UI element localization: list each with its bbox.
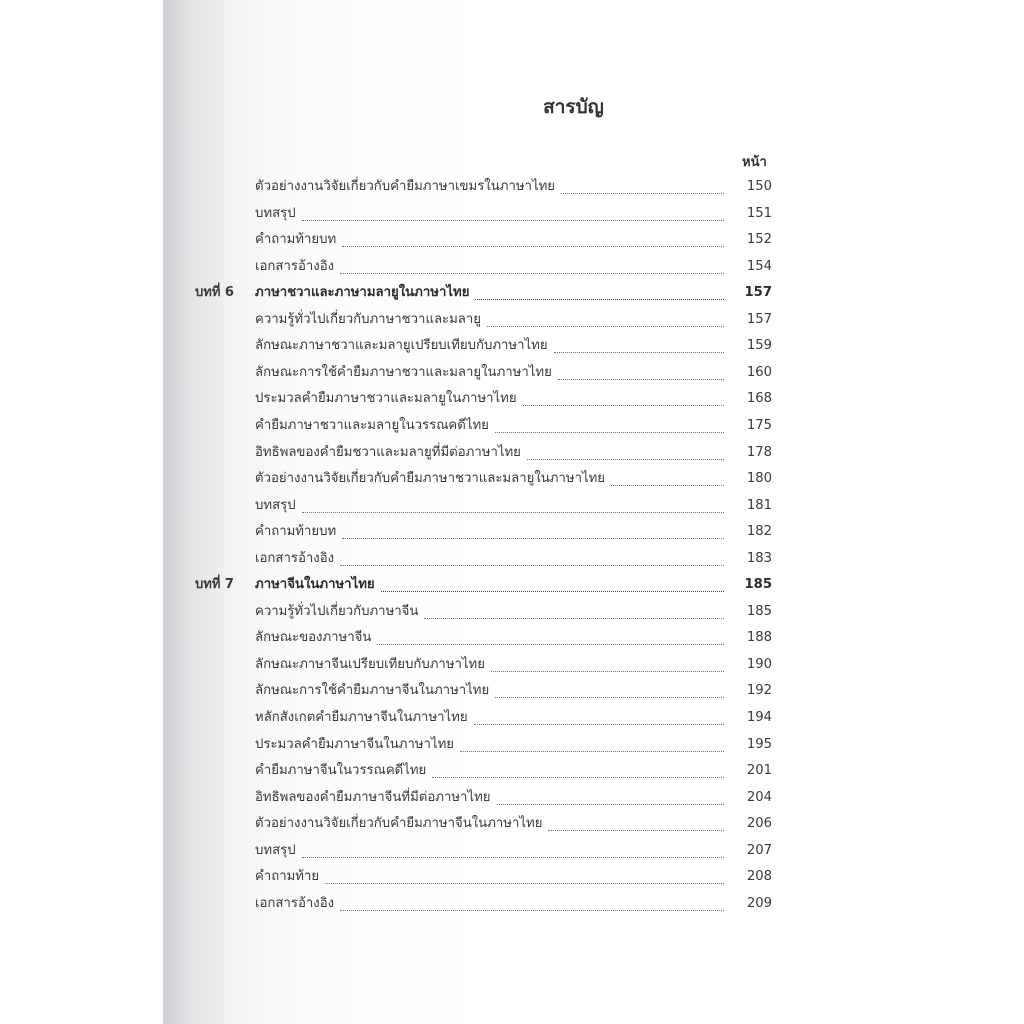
dot-leader <box>474 704 724 725</box>
entry-title: ความรู้ทั่วไปเกี่ยวกับภาษาชวาและมลายู <box>255 312 482 327</box>
page-number: 168 <box>746 391 772 406</box>
toc-entry-row <box>0 416 1024 436</box>
toc-entry-row <box>0 681 1024 701</box>
toc-entry-row <box>0 522 1024 542</box>
toc-entry-row <box>0 310 1024 330</box>
dot-leader <box>558 359 724 380</box>
toc-entry-row <box>0 469 1024 489</box>
page-number: 195 <box>746 737 772 752</box>
dot-leader <box>381 571 724 592</box>
page-number: 192 <box>746 683 772 698</box>
toc-entry-row <box>0 814 1024 834</box>
page-number: 207 <box>746 843 772 858</box>
dot-leader <box>342 518 724 539</box>
page-number: 194 <box>746 710 772 725</box>
toc-entry-row <box>0 628 1024 648</box>
entry-title: ประมวลคำยืมภาษาจีนในภาษาไทย <box>255 737 455 752</box>
entry-title: ลักษณะของภาษาจีน <box>255 630 372 645</box>
dot-leader <box>460 731 724 752</box>
entry-title: เอกสารอ้างอิง <box>255 896 335 911</box>
page-number: 185 <box>744 577 772 592</box>
entry-title: คำถามท้ายบท <box>255 524 337 539</box>
chapter-title: ภาษาชวาและภาษามลายูในภาษาไทย <box>255 285 470 300</box>
entry-title: ประมวลคำยืมภาษาชวาและมลายูในภาษาไทย <box>255 391 517 406</box>
page-number: 204 <box>746 790 772 805</box>
page-number: 190 <box>746 657 772 672</box>
dot-leader <box>561 173 724 194</box>
entry-title: คำยืมภาษาจีนในวรรณคดีไทย <box>255 763 427 778</box>
entry-title: ตัวอย่างงานวิจัยเกี่ยวกับคำยืมภาษาจีนในภาษาไทย <box>255 816 543 831</box>
dot-leader <box>611 465 724 486</box>
page-number: 160 <box>746 365 772 380</box>
dot-leader <box>325 863 724 884</box>
entry-title: บทสรุป <box>255 843 296 858</box>
dot-leader <box>554 332 724 353</box>
dot-leader <box>302 492 724 513</box>
toc-entry-row <box>0 867 1024 887</box>
entry-title: บทสรุป <box>255 498 296 513</box>
page-number: 206 <box>746 816 772 831</box>
dot-leader <box>340 545 724 566</box>
entry-title: ตัวอย่างงานวิจัยเกี่ยวกับคำยืมภาษาเขมรในภาษาไทย <box>255 179 556 194</box>
dot-leader <box>342 226 724 247</box>
dot-leader <box>487 306 724 327</box>
page-number: 183 <box>746 551 772 566</box>
page-number: 185 <box>746 604 772 619</box>
entry-title: เอกสารอ้างอิง <box>255 259 335 274</box>
toc-entry-row <box>0 655 1024 675</box>
entry-title: ลักษณะการใช้คำยืมภาษาจีนในภาษาไทย <box>255 683 490 698</box>
toc-entry-row <box>0 177 1024 197</box>
dot-leader <box>548 810 724 831</box>
page-number: 208 <box>746 869 772 884</box>
page-number: 152 <box>746 232 772 247</box>
entry-title: ลักษณะภาษาจีนเปรียบเทียบกับภาษาไทย <box>255 657 485 672</box>
toc-entry-row <box>0 363 1024 383</box>
dot-leader <box>340 253 724 274</box>
toc-entry-row <box>0 841 1024 861</box>
toc-entry-row <box>0 708 1024 728</box>
dot-leader <box>340 890 724 911</box>
entry-title: อิทธิพลของคำยืมภาษาจีนที่มีต่อภาษาไทย <box>255 790 491 805</box>
toc-chapter-row <box>0 283 1024 303</box>
toc-entry-row <box>0 230 1024 250</box>
entry-title: อิทธิพลของคำยืมชวาและมลายูที่มีต่อภาษาไทย <box>255 445 521 460</box>
toc-entry-row <box>0 761 1024 781</box>
toc-chapter-row <box>0 575 1024 595</box>
toc-entry-row <box>0 336 1024 356</box>
page-number: 157 <box>746 312 772 327</box>
toc-entry-row <box>0 788 1024 808</box>
toc-entry-row <box>0 735 1024 755</box>
page-number: 151 <box>746 206 772 221</box>
dot-leader <box>497 784 724 805</box>
page-number: 201 <box>746 763 772 778</box>
entry-title: ความรู้ทั่วไปเกี่ยวกับภาษาจีน <box>255 604 419 619</box>
dot-leader <box>527 439 724 460</box>
page-number: 175 <box>746 418 772 433</box>
entry-title: คำถามท้ายบท <box>255 232 337 247</box>
entry-title: คำถามท้าย <box>255 869 320 884</box>
page-number: 150 <box>746 179 772 194</box>
entry-title: หลักสังเกตคำยืมภาษาจีนในภาษาไทย <box>255 710 468 725</box>
page-number: 178 <box>746 445 772 460</box>
toc-entry-row <box>0 389 1024 409</box>
toc-entry-row <box>0 549 1024 569</box>
dot-leader <box>302 837 724 858</box>
dot-leader <box>377 624 724 645</box>
page-column-label: หน้า <box>742 155 767 170</box>
page-number: 181 <box>746 498 772 513</box>
page-number: 154 <box>746 259 772 274</box>
chapter-number: บทที่ 6 <box>195 285 234 300</box>
entry-title: คำยืมภาษาชวาและมลายูในวรรณคดีไทย <box>255 418 489 433</box>
page-number: 180 <box>746 471 772 486</box>
dot-leader <box>424 598 724 619</box>
dot-leader <box>523 385 724 406</box>
entry-title: เอกสารอ้างอิง <box>255 551 335 566</box>
dot-leader <box>495 412 724 433</box>
entry-title: ตัวอย่างงานวิจัยเกี่ยวกับคำยืมภาษาชวาและมลายูในภาษาไทย <box>255 471 606 486</box>
entry-title: ลักษณะการใช้คำยืมภาษาชวาและมลายูในภาษาไทย <box>255 365 552 380</box>
page-number: 209 <box>746 896 772 911</box>
entry-title: บทสรุป <box>255 206 296 221</box>
page-number: 182 <box>746 524 772 539</box>
toc-entry-row <box>0 257 1024 277</box>
page-number: 188 <box>746 630 772 645</box>
dot-leader <box>491 651 724 672</box>
dot-leader <box>475 279 724 300</box>
dot-leader <box>495 677 724 698</box>
toc-entry-row <box>0 204 1024 224</box>
page-number: 159 <box>746 338 772 353</box>
dot-leader <box>432 757 724 778</box>
toc-entry-row <box>0 496 1024 516</box>
toc-entry-row <box>0 894 1024 914</box>
entry-title: ลักษณะภาษาชวาและมลายูเปรียบเทียบกับภาษาไทย <box>255 338 548 353</box>
dot-leader <box>302 200 724 221</box>
chapter-number: บทที่ 7 <box>195 577 234 592</box>
toc-title: สารบัญ <box>543 96 604 118</box>
toc-entry-row <box>0 443 1024 463</box>
toc-entry-row <box>0 602 1024 622</box>
page-number: 157 <box>744 285 772 300</box>
chapter-title: ภาษาจีนในภาษาไทย <box>255 577 375 592</box>
